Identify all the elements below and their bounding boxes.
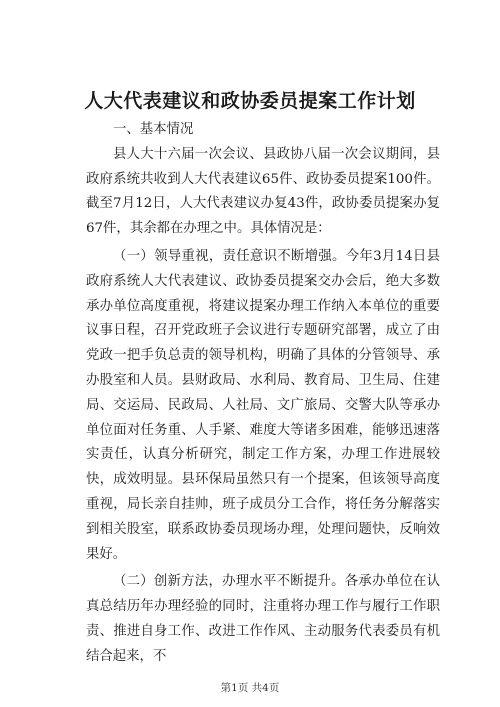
paragraph-3: （二）创新方法，办理水平不断提升。各承办单位在认真总结历年办理经验的同时，注重将办理工作与履行工作职责、推进自身工作、改进工作作风、主动服务代表委员有机结合起来，不	[86, 574, 440, 664]
paragraph-2: （一）领导重视，责任意识不断增强。今年3月14日县政府系统人大代表建议、政协委员提案交办会后，绝大多数承办单位高度重视，将建议提案办理工作纳入本单位的重要议事日程，召开党政班子会议进行专题研究部署，成立了由党政一把手负总责的领导机构，明确了具体的分管领导、承办股室和人员。县财政局、水利局、教育局、卫生局、住建局、交运局、民政局、人社局、文广旅局、交警大队等承办单位面对任务重、人手紧、难度大等诸多困难，能够迅速落实责任，认真分析研究，制定工作方案，办理工作进展较快，成效明显。县环保局虽然只有一个提案，但该领导高度重视，局长亲自挂帅，班子成员分工合作，将任务分解落实到相关股室，联系政协委员现场办理，处理问题快，反响效果好。	[86, 248, 440, 562]
section-heading: 一、基本情况	[113, 122, 194, 137]
document-title: 人大代表建议和政协委员提案工作计划	[84, 90, 416, 112]
paragraph-1: 县人大十六届一次会议、县政协八届一次会议期间，县政府系统共收到人大代表建议65件、政协委员提案100件。截至7月12日，人大代表建议办复43件，政协委员提案办复67件，其余都在办理之中。具体情况是：	[86, 146, 440, 237]
document-body	[86, 118, 440, 670]
page-footer: 第1页 共4页	[220, 682, 280, 694]
